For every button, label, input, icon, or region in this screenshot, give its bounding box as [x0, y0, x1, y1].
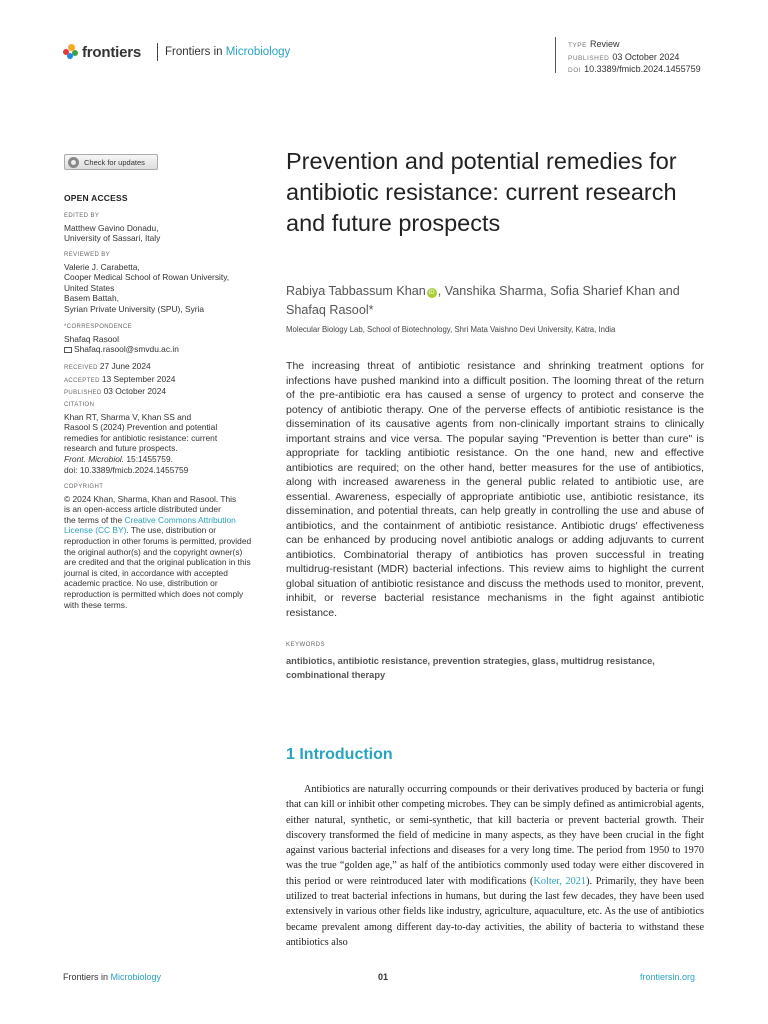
header-divider: [157, 43, 158, 61]
check-updates-label: Check for updates: [84, 157, 145, 167]
correspondence-name: Shafaq Rasool: [64, 333, 119, 344]
brand-name: frontiers: [82, 43, 142, 61]
abstract: The increasing threat of antibiotic resistance and shrinking treatment options for infections have pushed mankind into a difficult position. The looming threat of the return of the pre-antibiotic era has caused a sense of urgency to protect and conserve the potency of antibiotic therapy. One of the perverse effects of antibiotic resistance is the dissemination of its causative agents from non-clinically important strains to clinically important strains and vice versa. The popular saying "Prevention is better than cure" is appropriate for tackling antibiotic resistance. On the one hand, new and effective antibiotics are required; on the other hand, better measures for the use of antibiotics, along with increased awareness in the general public related to antibiotic use, are essential. Awareness, especially of appropriate antibiotic use, antibiotic resistance, its dissemination, and potential threats, can help greatly in controlling the use and abuse of antibiotics, and the containment of antibiotic resistance. Antibiotic drugs' effectiveness can be enhanced by producing novel antibiotic analogs or adding adjuvants to current antibiotics. Combinatorial therapy of antibiotics has proven successful in treating multidrug-resistant (MDR) bacterial infections. This review aims to highlight the current global situation of antibiotic resistance and discuss the methods used to monitor, prevent, inhibit, or reverse bacterial resistance mechanisms in the fight against antibiotic resistance.: [286, 360, 704, 619]
edited-by: [64, 211, 254, 244]
author-name[interactable]: Rabiya Tabbassum Khan: [286, 284, 426, 298]
editor-affiliation: University of Sassari, Italy: [64, 233, 161, 244]
introduction-paragraph: [286, 782, 704, 950]
reviewer-affiliation: Cooper Medical School of Rowan University,: [64, 272, 230, 283]
edited-by-label: EDITED BY: [64, 213, 100, 219]
published-value: 03 October 2024: [612, 51, 680, 62]
published-label: PUBLISHED: [64, 390, 102, 397]
copyright: [64, 482, 254, 610]
keywords: antibiotics, antibiotic resistance, prevention strategies, glass, multidrug resistance, combinational therapy: [286, 656, 655, 680]
page-number: 01: [378, 972, 389, 982]
intro-text: Antibiotics are naturally occurring compounds or their derivatives produced by bacteria or fungi that can kill or inhibit other competing microbes. They can be simply defined as antimicrobial agents, either natural, synthetic, or semi-synthetic, that kill bacteria or prevent bacterial growth. Their discovery transformed the field of medicine in many aspects, as they have been crucial in the fight against various bacterial infections and diseases for a very long time. The period from 1950 to 1970 was the true “golden age,” as half of the antibiotics commonly used today were either discovered in this period or were reintroduced later with modifications (: [286, 784, 704, 887]
reviewed-by: [64, 250, 254, 315]
frontiers-logo-icon: [63, 44, 79, 60]
journal-name[interactable]: [165, 46, 290, 58]
dates: [64, 361, 254, 399]
citation-journal: Front. Microbiol.: [64, 453, 125, 464]
email-icon: [64, 347, 72, 353]
footer-journal-prefix: Frontiers in: [63, 972, 111, 982]
reference-link[interactable]: Kolter, 2021: [533, 875, 587, 887]
reviewed-by-label: REVIEWED BY: [64, 252, 111, 258]
copyright-line: © 2024 Khan, Sharma, Khan and Rasool. This: [64, 493, 237, 504]
reviewer-name: Valerie J. Carabetta,: [64, 261, 140, 272]
received-date: 27 June 2024: [99, 361, 151, 371]
type-label: TYPE: [568, 42, 587, 49]
correspondence-label: *CORRESPONDENCE: [64, 324, 133, 330]
copyright-line: the terms of the: [64, 514, 125, 525]
open-access-label: OPEN ACCESS: [64, 193, 128, 203]
published-date: 03 October 2024: [103, 386, 167, 397]
citation-line: Rasool S (2024) Prevention and potential: [64, 422, 218, 433]
doi-label: DOI: [568, 67, 582, 74]
received-label: RECEIVED: [64, 365, 98, 371]
citation-line: remedies for antibiotic resistance: current: [64, 432, 218, 443]
co-authors[interactable]: , Vanshika Sharma, Sofia Sharief Khan and Shafaq Rasool*: [286, 284, 680, 317]
citation-label: CITATION: [64, 402, 95, 408]
accepted-label: ACCEPTED: [64, 377, 100, 384]
author-list: [286, 282, 716, 320]
reviewer-affiliation: Syrian Private University (SPU), Syria: [64, 303, 205, 314]
refresh-icon: [68, 157, 79, 168]
journal-field: Microbiology: [225, 46, 291, 58]
accepted-date: 13 September 2024: [101, 373, 176, 384]
intro-text: ). Primarily, they have been utilized to treat bacterial infections in humans, but during the last few decades, they have been used extensively in various other fields like industry, agriculture, aquaculture, etc. As the use of antibiotics became prevalent among different day-to-day activities, the ability of bacteria to withstand these antibiotics also: [286, 875, 705, 948]
keywords-label: KEYWORDS: [286, 642, 326, 648]
published-label: PUBLISHED: [568, 54, 610, 62]
type-value: Review: [589, 39, 620, 49]
copyright-label: COPYRIGHT: [64, 484, 104, 490]
reviewer-name: Basem Battah,: [64, 293, 119, 304]
orcid-icon[interactable]: iD: [427, 288, 437, 298]
reviewer-affiliation: United States: [64, 282, 115, 293]
frontiers-logo[interactable]: [63, 43, 141, 61]
citation-doi[interactable]: doi: 10.3389/fmicb.2024.1455759: [64, 464, 189, 475]
correspondence: [64, 322, 254, 355]
citation: [64, 400, 254, 475]
journal-prefix: Frontiers in: [165, 46, 226, 58]
article-title: Prevention and potential remedies for antibiotic resistance: current research and future prospects: [286, 148, 677, 236]
doi-value[interactable]: 10.3389/fmicb.2024.1455759: [584, 64, 701, 74]
footer-journal-field: Microbiology: [110, 972, 162, 982]
footer-journal[interactable]: [63, 972, 161, 982]
citation-volume: 15:1455759.: [124, 453, 173, 464]
citation-line: Khan RT, Sharma V, Khan SS and: [64, 411, 192, 422]
section-heading: 1 Introduction: [286, 746, 393, 763]
correspondence-email[interactable]: Shafaq.rasool@smvdu.ac.in: [74, 344, 179, 355]
citation-line: research and future prospects.: [64, 443, 178, 454]
check-updates-button[interactable]: [64, 154, 158, 170]
editor-name: Matthew Gavino Donadu,: [64, 222, 159, 233]
copyright-line: is an open-access article distributed under: [64, 504, 221, 515]
affiliation: Molecular Biology Lab, School of Biotechnology, Shri Mata Vaishno Devi University, Katra, India: [286, 325, 616, 334]
cc-by-license-link[interactable]: Creative Commons Attribution License (CC BY): [64, 514, 236, 536]
meta-divider: [555, 37, 556, 73]
article-meta: [568, 39, 701, 77]
copyright-terms: . The use, distribution or reproduction in other forums is permitted, provided the original author(s) and the copyright owner(s) are credited and that the original publication in this journal is cited, in accordance with accepted academic practice. No use, distribution or reproduction is permitted which does not comply with these terms.: [64, 525, 252, 610]
footer-site-link[interactable]: frontiersin.org: [640, 972, 696, 982]
